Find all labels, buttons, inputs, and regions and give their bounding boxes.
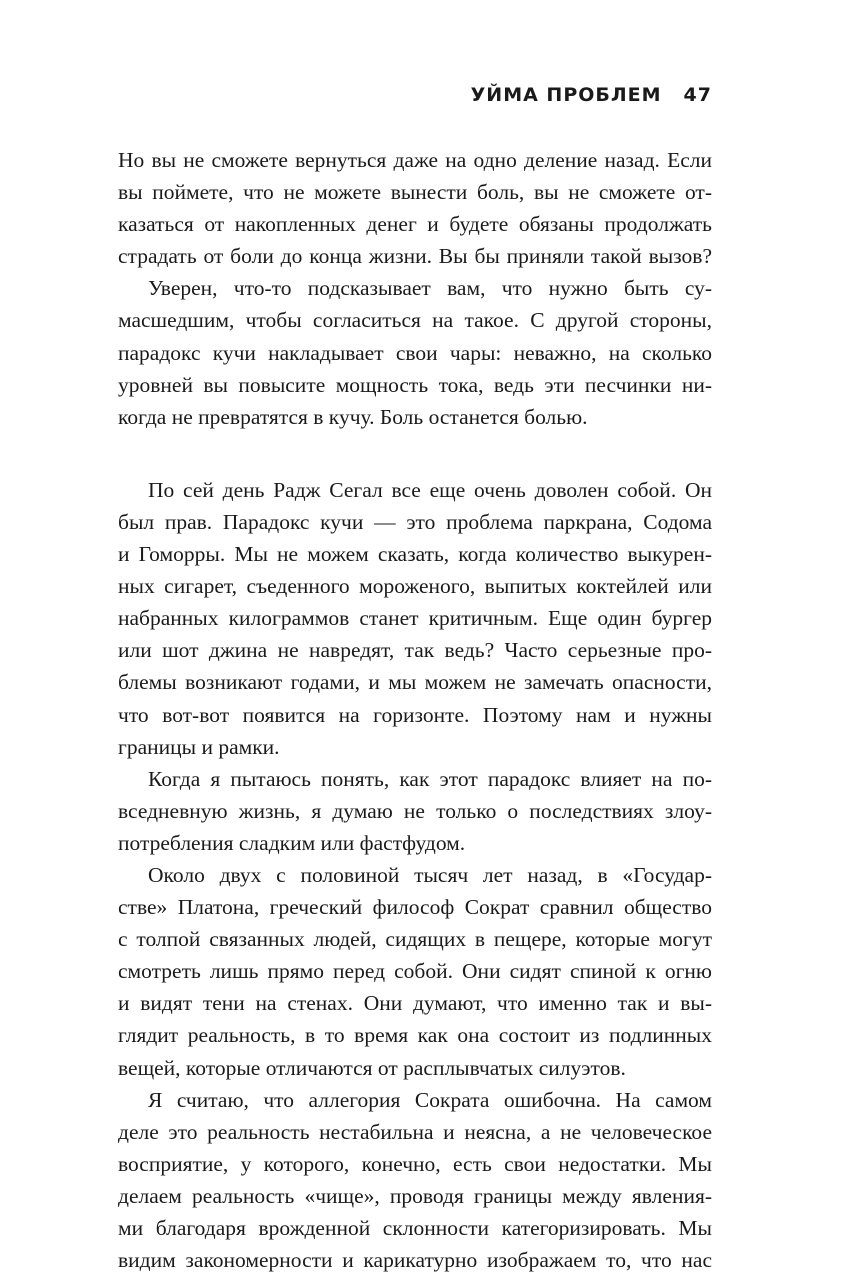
text-line: глядит реальность, в то время как она состоит из подлинных <box>118 1023 712 1048</box>
text-line: ми благодаря врожденной склонности категоризировать. Мы <box>118 1216 712 1240</box>
text-line: Уверен, что-то подсказывает вам, что нужно быть су- <box>148 276 712 301</box>
text-line: вы поймете, что не можете вынести боль, вы не сможете от- <box>118 180 712 205</box>
text-line: парадокс кучи накладывает свои чары: неважно, на сколько <box>118 340 712 365</box>
text-line: уровней вы повысите мощность тока, ведь эти песчинки ни- <box>118 372 712 397</box>
text-line: с толпой связанных людей, сидящих в пещере, которые могут <box>118 927 712 952</box>
text-line: вещей, которые отличаются от расплывчатых силуэтов. <box>118 1055 626 1080</box>
text-line: Около двух с половиной тысяч лет назад, в «Государ- <box>148 862 712 887</box>
running-head <box>471 84 712 106</box>
text-line: блемы возникают годами, и мы можем не замечать опасности, <box>118 670 712 695</box>
text-line: когда не превратятся в кучу. Боль останется болью. <box>118 404 588 429</box>
body-text <box>118 144 712 1276</box>
text-line: и видят тени на стенах. Они думают, что именно так и вы- <box>118 991 712 1016</box>
text-line: набранных килограммов станет критичным. Еще один бургер <box>118 606 712 631</box>
text-line: восприятие, у которого, конечно, есть свои недостатки. Мы <box>118 1151 712 1176</box>
text-line: и Гоморры. Мы не можем сказать, когда количество выкурен- <box>118 542 712 567</box>
text-line: делаем реальность «чище», проводя границы между явления- <box>118 1183 712 1208</box>
text-line: Когда я пытаюсь понять, как этот парадокс влияет на по- <box>148 766 712 791</box>
text-line: или шот джина не навредят, так ведь? Часто серьезные про- <box>118 638 712 663</box>
text-line: вседневную жизнь, я думаю не только о последствиях злоу- <box>118 798 712 823</box>
text-line: смотреть лишь прямо перед собой. Они сидят спиной к огню <box>118 959 712 984</box>
text-line: стве» Платона, греческий философ Сократ сравнил общество <box>118 895 712 920</box>
text-line: деле это реальность нестабильна и неясна, а не человеческое <box>118 1119 712 1144</box>
text-line: Я считаю, что аллегория Сократа ошибочна. На самом <box>148 1087 712 1112</box>
text-line: Но вы не сможете вернуться даже на одно деление назад. Если <box>118 148 712 172</box>
running-head-title: УЙМА ПРОБЛЕМ <box>470 84 662 106</box>
text-line: казаться от накопленных денег и будете обязаны продолжать <box>118 212 712 237</box>
text-line: масшедшим, чтобы согласиться на такое. С другой стороны, <box>118 308 712 333</box>
text-line: видим закономерности и карикатурно изображаем то, что нас <box>118 1248 712 1273</box>
text-line: потребления сладким или фастфудом. <box>118 830 466 855</box>
text-line: По сей день Радж Сегал все еще очень доволен собой. Он <box>148 477 712 502</box>
text-line: что вот-вот появится на горизонте. Поэтому нам и нужны <box>118 702 712 727</box>
section-break <box>118 433 712 474</box>
text-line: границы и рамки. <box>118 734 280 759</box>
text-line: страдать от боли до конца жизни. Вы бы приняли такой вызов? <box>118 244 712 269</box>
text-line: был прав. Парадокс кучи — это проблема паркрана, Содома <box>118 509 712 534</box>
page-number: 47 <box>683 84 712 106</box>
text-line: ных сигарет, съеденного мороженого, выпитых коктейлей или <box>118 574 712 599</box>
